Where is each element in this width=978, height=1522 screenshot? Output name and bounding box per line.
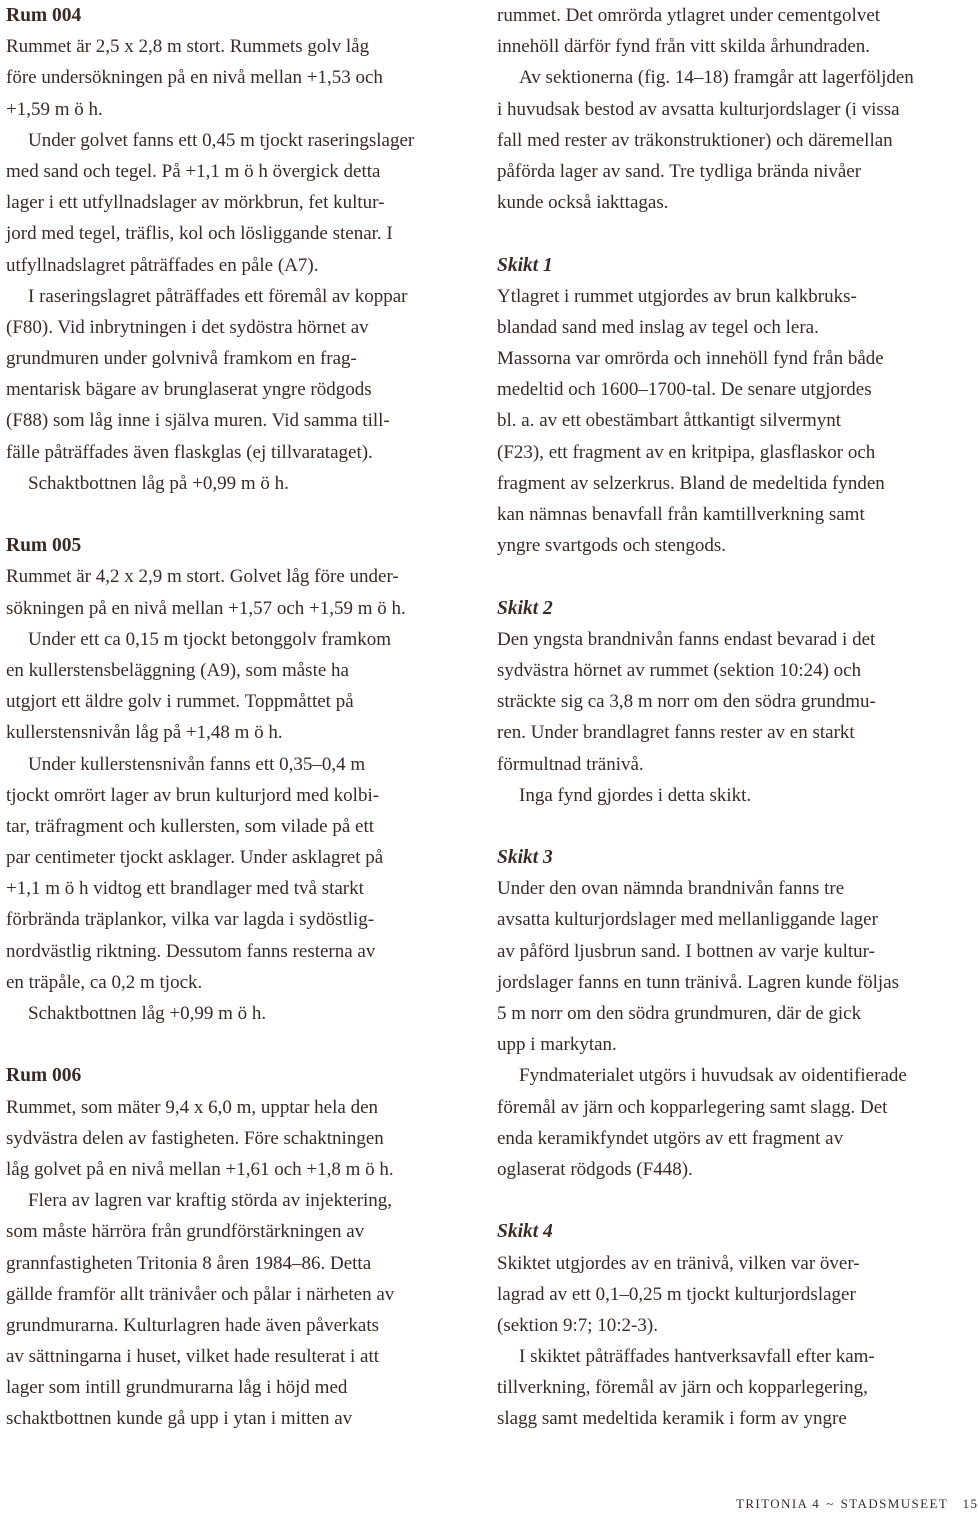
text-line: kan nämnas benavfall från kamtillverkning samt xyxy=(497,504,865,525)
text-line: 5 m norr om den södra grundmuren, där de gick xyxy=(497,1003,862,1024)
text-line: +1,59 m ö h. xyxy=(6,98,103,120)
text-line: fragment av selzerkrus. Bland de medeltida fynden xyxy=(497,472,885,494)
text-line: Den yngsta brandnivån fanns endast bevarad i det xyxy=(497,628,876,650)
spacer xyxy=(497,811,955,842)
text-line: kullerstensnivån låg på +1,48 m ö h. xyxy=(6,722,283,744)
text-line: Schaktbottnen låg på +0,99 m ö h. xyxy=(28,472,289,494)
spacer xyxy=(6,499,466,530)
text-line: kunde också iakttagas. xyxy=(497,192,669,214)
spacer xyxy=(497,1185,955,1216)
text-line: förmultnad tränivå. xyxy=(497,753,644,775)
text-line: lager som intill grundmurarna låg i höjd med xyxy=(6,1377,348,1399)
spacer xyxy=(6,1029,466,1060)
text-line: yngre svartgods och stengods. xyxy=(497,535,727,557)
text-line: Massorna var omrörda och innehöll fynd från både xyxy=(497,348,884,370)
text-line: schaktbottnen kunde gå upp i ytan i mitten av xyxy=(6,1408,353,1430)
text-line: grundmuren under golvnivå framkom en frag- xyxy=(6,348,357,370)
text-line: låg golvet på en nivå mellan +1,61 och +1,8 m ö h. xyxy=(6,1158,394,1180)
text-line: som måste härröra från grundförstärkningen av xyxy=(6,1221,365,1243)
text-line: förbrända träplankor, vilka var lagda i sydöstlig- xyxy=(6,909,375,931)
text-line: blandad sand med inslag av tegel och lera. xyxy=(497,316,819,338)
text-line: I raseringslagret påträffades ett föremål av koppar xyxy=(28,285,408,307)
text-line: nordvästlig riktning. Dessutom fanns resterna av xyxy=(6,940,376,962)
text-line: Av sektionerna (fig. 14–18) framgår att lagerföljden xyxy=(519,67,914,89)
text-line: mentarisk bägare av brunglaserat yngre rödgods xyxy=(6,379,372,401)
text-line: avsatta kulturjordslager med mellanliggande lager xyxy=(497,909,878,931)
text-line: (sektion 9:7; 10:2-3). xyxy=(497,1314,658,1336)
footer-separator: ~ xyxy=(826,1496,835,1511)
left-column xyxy=(6,0,466,1435)
section-heading: Rum 004 xyxy=(6,5,82,26)
text-line: grundmurarna. Kulturlagren hade även påverkats xyxy=(6,1314,379,1336)
text-line: en kullerstensbeläggning (A9), som måste ha xyxy=(6,659,349,681)
text-line: rummet. Det omrörda ytlagret under cementgolvet xyxy=(497,5,881,26)
text-line: upp i markytan. xyxy=(497,1034,617,1056)
subsection-heading: Skikt 2 xyxy=(497,597,553,619)
text-line: Rummet är 4,2 x 2,9 m stort. Golvet låg före under- xyxy=(6,566,399,588)
text-line: gällde framför allt tränivåer och pålar i närheten av xyxy=(6,1283,395,1305)
page-footer xyxy=(736,1496,978,1512)
section-heading: Rum 005 xyxy=(6,535,82,557)
text-line: Under den ovan nämnda brandnivån fanns tre xyxy=(497,878,845,900)
right-column xyxy=(497,0,955,1435)
text-line: lagrad av ett 0,1–0,25 m tjockt kulturjordslager xyxy=(497,1283,856,1305)
text-line: lager i ett utfyllnadslager av mörkbrun, fet kultur- xyxy=(6,192,385,214)
text-line: av sättningarna i huset, vilket hade resulterat i att xyxy=(6,1346,380,1368)
text-line: I skiktet påträffades hantverksavfall efter kam- xyxy=(519,1346,875,1368)
text-line: sydvästra hörnet av rummet (sektion 10:24) och xyxy=(497,659,862,681)
section-heading: Rum 006 xyxy=(6,1065,82,1087)
text-line: tar, träfragment och kullersten, som vilade på ett xyxy=(6,815,375,837)
page-number: 15 xyxy=(962,1496,978,1511)
text-line: fall med rester av träkonstruktioner) och däremellan xyxy=(497,129,893,151)
text-line: jord med tegel, träflis, kol och lösliggande stenar. I xyxy=(6,223,393,245)
text-line: +1,1 m ö h vidtog ett brandlager med två starkt xyxy=(6,878,364,900)
text-line: (F23), ett fragment av en kritpipa, glasflaskor och xyxy=(497,441,876,463)
subsection-heading: Skikt 3 xyxy=(497,847,553,869)
text-line: Skiktet utgjordes av en tränivå, vilken var över- xyxy=(497,1252,860,1274)
text-line: i huvudsak bestod av avsatta kulturjordslager (i vissa xyxy=(497,98,900,120)
publication-name: TRITONIA 4 xyxy=(736,1496,821,1511)
text-line: sökningen på en nivå mellan +1,57 och +1,59 m ö h. xyxy=(6,597,406,619)
text-line: slagg samt medeltida keramik i form av yngre xyxy=(497,1408,847,1430)
subsection-heading: Skikt 1 xyxy=(497,254,553,276)
spacer xyxy=(497,561,955,592)
text-line: sydvästra delen av fastigheten. Före schaktningen xyxy=(6,1127,384,1149)
text-line: Flera av lagren var kraftig störda av injektering, xyxy=(28,1190,393,1212)
spacer xyxy=(497,218,955,249)
text-line: sträckte sig ca 3,8 m norr om den södra grundmu- xyxy=(497,691,876,713)
text-line: föremål av järn och kopparlegering samt slagg. Det xyxy=(497,1096,888,1118)
text-line: utgjort ett äldre golv i rummet. Toppmåttet på xyxy=(6,691,354,713)
text-line: utfyllnadslagret påträffades en påle (A7). xyxy=(6,254,319,276)
text-line: (F88) som låg inne i själva muren. Vid samma till- xyxy=(6,410,390,432)
text-line: jordslager fanns en tunn tränivå. Lagren kunde följas xyxy=(497,971,900,993)
text-line: tillverkning, föremål av järn och kopparlegering, xyxy=(497,1377,868,1399)
text-line: Under kullerstensnivån fanns ett 0,35–0,4 m xyxy=(28,753,366,775)
text-line: Schaktbottnen låg +0,99 m ö h. xyxy=(28,1003,267,1024)
text-line: Ytlagret i rummet utgjordes av brun kalkbruks- xyxy=(497,285,857,307)
text-line: fälle påträffades även flaskglas (ej tillvarataget). xyxy=(6,441,373,463)
text-line: medeltid och 1600–1700-tal. De senare utgjordes xyxy=(497,379,872,401)
text-line: Rummet, som mäter 9,4 x 6,0 m, upptar hela den xyxy=(6,1096,379,1118)
text-line: bl. a. av ett obestämbart åttkantigt silvermynt xyxy=(497,410,842,432)
text-line: påförda lager av sand. Tre tydliga brända nivåer xyxy=(497,160,862,182)
text-line: Under golvet fanns ett 0,45 m tjockt raseringslager xyxy=(28,129,415,151)
text-line: med sand och tegel. På +1,1 m ö h övergick detta xyxy=(6,160,381,182)
subsection-heading: Skikt 4 xyxy=(497,1221,553,1243)
text-line: Fyndmaterialet utgörs i huvudsak av oidentifierade xyxy=(519,1065,907,1087)
text-line: oglaserat rödgods (F448). xyxy=(497,1158,693,1180)
text-line: enda keramikfyndet utgörs av ett fragment av xyxy=(497,1127,844,1149)
text-line: före undersökningen på en nivå mellan +1,53 och xyxy=(6,67,383,89)
text-line: en träpåle, ca 0,2 m tjock. xyxy=(6,971,203,993)
text-line: ren. Under brandlagret fanns rester av en starkt xyxy=(497,722,855,744)
text-line: av påförd ljusbrun sand. I bottnen av varje kultur- xyxy=(497,940,875,962)
text-line: (F80). Vid inbrytningen i det sydöstra hörnet av xyxy=(6,316,369,338)
text-line: innehöll därför fynd från vitt skilda århundraden. xyxy=(497,36,871,58)
text-line: Under ett ca 0,15 m tjockt betonggolv framkom xyxy=(28,628,392,650)
text-line: tjockt omrört lager av brun kulturjord med kolbi- xyxy=(6,784,380,806)
text-line: grannfastigheten Tritonia 8 åren 1984–86. Detta xyxy=(6,1252,372,1274)
publisher-name: STADSMUSEET xyxy=(840,1496,948,1511)
text-line: Inga fynd gjordes i detta skikt. xyxy=(519,784,752,806)
text-line: Rummet är 2,5 x 2,8 m stort. Rummets golv låg xyxy=(6,36,370,58)
text-line: par centimeter tjockt asklager. Under asklagret på xyxy=(6,847,384,869)
